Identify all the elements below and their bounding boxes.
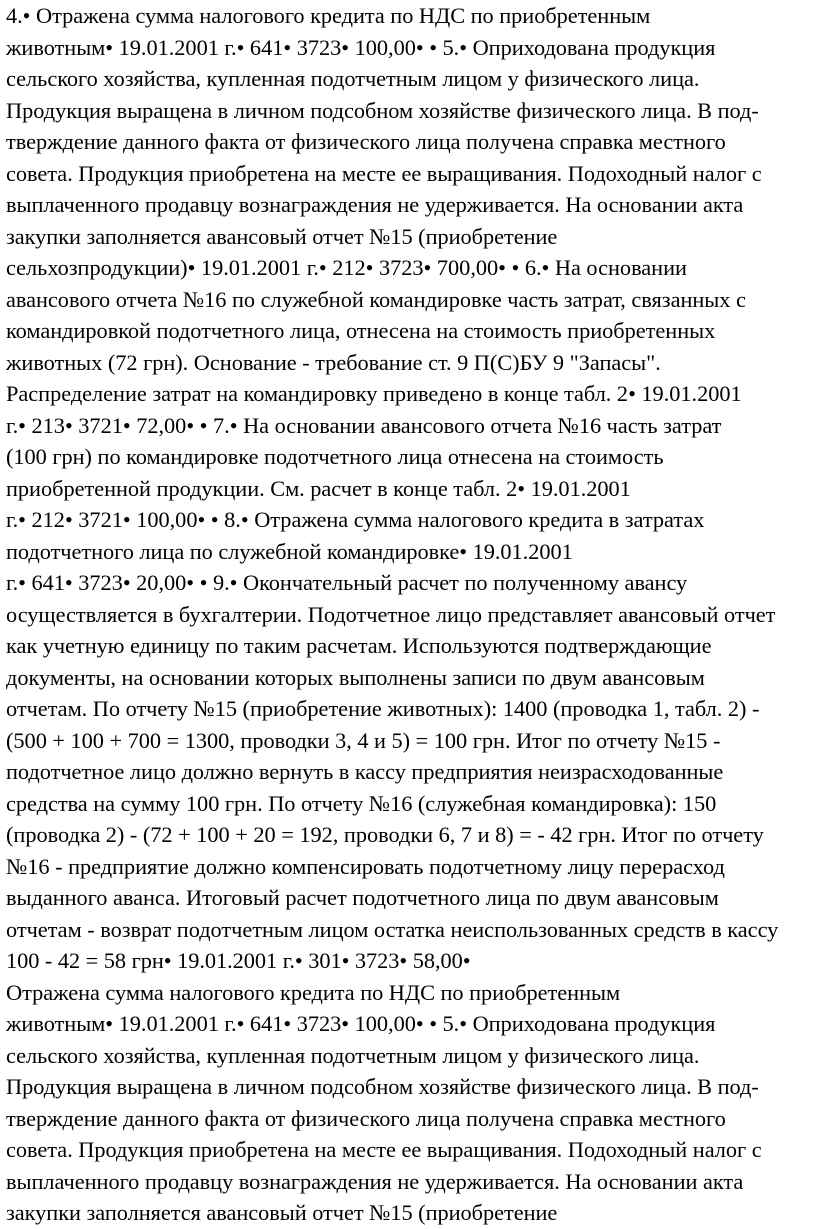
text-line: авансового отчета №16 по служебной командировке часть затрат, связанных с (6, 286, 746, 312)
text-line: животным• 19.01.2001 г.• 641• 3723• 100,00• • 5.• Оприходована продукция (6, 1011, 716, 1036)
text-line: (проводка 2) - (72 + 100 + 20 = 192, проводки 6, 7 и 8) = - 42 грн. Итог по отчету (6, 822, 764, 847)
text-line: Продукция выращена в личном подсобном хозяйстве физического лица. В под- (6, 1074, 759, 1099)
text-line: сельского хозяйства, купленная подотчетным лицом у физического лица. (6, 66, 700, 91)
text-line: животным• 19.01.2001 г.• 641• 3723• 100,00• • 5.• Оприходована продукция (6, 34, 716, 60)
text-line: (100 грн) по командировке подотчетного лица отнесена на стоимость (6, 444, 664, 469)
text-line: командировкой подотчетного лица, отнесена на стоимость приобретенных (6, 318, 716, 343)
text-line: 100 - 42 = 58 грн• 19.01.2001 г.• 301• 3723• 58,00• (6, 948, 471, 973)
text-line: совета. Продукция приобретена на месте ее выращивания. Подоходный налог с (6, 160, 762, 186)
text-line: 4.• Отражена сумма налогового кредита по НДС по приобретенным (6, 3, 651, 28)
text-line: закупки заполняется авансовый отчет №15 (приобретение (6, 223, 558, 249)
text-line: выплаченного продавцу вознаграждения не удерживается. На основании акта (6, 192, 744, 217)
text-line: №16 - предприятие должно компенсировать подотчетному лицу перерасход (6, 853, 725, 879)
text-line: документы, на основании которых выполнены записи по двум авансовым (6, 664, 705, 690)
text-line: отчетам - возврат подотчетным лицом остатка неиспользованных средств в кассу (6, 916, 779, 942)
text-line: отчетам. По отчету №15 (приобретение животных): 1400 (проводка 1, табл. 2) - (6, 696, 760, 721)
text-line: тверждение данного факта от физического лица получена справка местного (6, 129, 726, 154)
text-line: тверждение данного факта от физического лица получена справка местного (6, 1105, 726, 1131)
text-line: (500 + 100 + 700 = 1300, проводки 3, 4 и 5) = 100 грн. Итог по отчету №15 - (6, 727, 721, 753)
document-body (6, 0, 812, 1229)
text-line: подотчетное лицо должно вернуть в кассу предприятия неизрасходованные (6, 759, 724, 784)
text-line: животных (72 грн). Основание - требование ст. 9 П(С)БУ 9 "Запасы". (6, 349, 661, 375)
text-line: совета. Продукция приобретена на месте ее выращивания. Подоходный налог с (6, 1137, 762, 1162)
text-line: средства на сумму 100 грн. По отчету №16 (служебная командировка): 150 (6, 790, 717, 816)
text-line: Распределение затрат на командировку приведено в конце табл. 2• 19.01.2001 (6, 381, 742, 406)
text-line: приобретенной продукции. См. расчет в конце табл. 2• 19.01.2001 (6, 475, 631, 501)
text-line: Отражена сумма налогового кредита по НДС по приобретенным (6, 979, 621, 1005)
text-line: как учетную единицу по таким расчетам. Используются подтверждающие (6, 633, 712, 658)
text-line: Продукция выращена в личном подсобном хозяйстве физического лица. В под- (6, 97, 759, 123)
text-line: выданного аванса. Итоговый расчет подотчетного лица по двум авансовым (6, 885, 719, 910)
text-line: закупки заполняется авансовый отчет №15 (приобретение (6, 1200, 558, 1225)
text-line: сельского хозяйства, купленная подотчетным лицом у физического лица. (6, 1042, 700, 1068)
text-line: г.• 641• 3723• 20,00• • 9.• Окончательный расчет по полученному авансу (6, 570, 688, 595)
text-line: сельхозпродукции)• 19.01.2001 г.• 212• 3723• 700,00• • 6.• На основании (6, 255, 687, 280)
text-line: г.• 213• 3721• 72,00• • 7.• На основании авансового отчета №16 часть затрат (6, 412, 722, 438)
text-line: г.• 212• 3721• 100,00• • 8.• Отражена сумма налогового кредита в затратах (6, 507, 705, 532)
text-line: выплаченного продавцу вознаграждения не удерживается. На основании акта (6, 1168, 744, 1194)
text-line: осуществляется в бухгалтерии. Подотчетное лицо представляет авансовый отчет (6, 601, 776, 627)
text-line: подотчетного лица по служебной командировке• 19.01.2001 (6, 538, 573, 564)
